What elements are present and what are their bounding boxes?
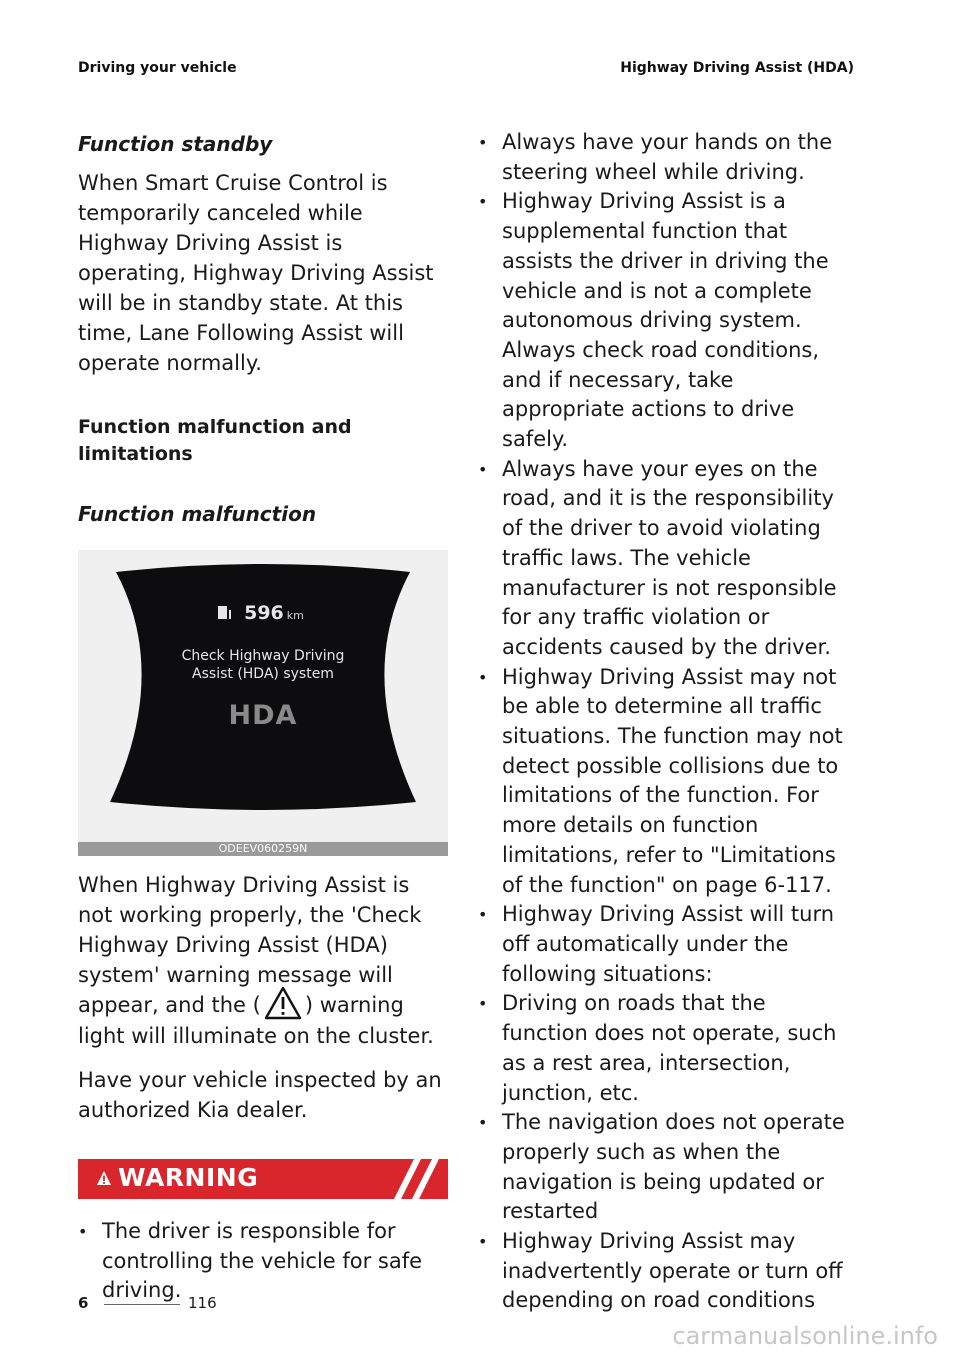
standby-paragraph: When Smart Cruise Control is temporarily canceled while Highway Driving Assist is operating, Highway Driving Assist will be in standby state. At this time, Lane Following Assist will operate normally. [78,171,434,375]
warning-label: WARNING [118,1163,259,1192]
chapter-number: 6 [78,1294,89,1312]
list-item: • Highway Driving Assist may inadvertently operate or turn off depending on road conditions [478,1227,850,1316]
running-header-section: Highway Driving Assist (HDA) [620,60,854,76]
malfunction-limitations-title: Function malfunction and limitations [78,416,352,465]
figure-caption: ODEEV060259N [78,842,448,856]
list-item: • Highway Driving Assist will turn off automatically under the following situations: [478,900,850,989]
running-header-chapter: Driving your vehicle [78,60,237,76]
cluster-message-line2: Assist (HDA) system [192,666,334,682]
list-item: • Always have your eyes on the road, and it is the responsibility of the driver to avoid violating traffic laws. The vehicle manufacturer is not responsible for any traffic violation or accidents caused by the driver. [478,455,850,663]
inspect-paragraph: Have your vehicle inspected by an authorized Kia dealer. [78,1068,442,1122]
footer-divider [104,1304,180,1305]
range-value: 596 [244,602,284,624]
range-unit: km [286,609,304,622]
list-item: • Highway Driving Assist is a supplemental function that assists the driver in driving the vehicle and is not a complete autonomous driving system. Always check road conditions, and if necessary, take appropriate actions to drive safely. [478,187,850,454]
list-item: • Always have your hands on the steering wheel while driving. [478,128,850,187]
range-readout [78,602,448,624]
standby-title: Function standby [78,132,273,156]
list-item: • Highway Driving Assist may not be able to determine all traffic situations. The function may not detect possible collisions due to limitations of the function. For more details on function limitations, refer to "Limitations of the function" on page 6-117. [478,663,850,901]
cluster-illustration [78,550,448,856]
warning-banner-icon [96,1170,112,1186]
warning-triangle-icon [263,985,303,1021]
malfunction-text-part1: When Highway Driving Assist is not working properly, the 'Check Highway Driving Assist (HDA) system' warning message will appear, and the ( [78,873,422,1017]
left-column [78,128,450,1306]
malfunction-text-part2: ) warning light will illuminate on the cluster. [78,993,434,1048]
list-item: • The navigation does not operate properly such as when the navigation is being updated or restarted [478,1108,850,1227]
warning-banner [78,1159,448,1199]
hda-indicator: HDA [228,700,298,731]
warning-bullets-right [478,128,850,1316]
list-item: • Driving on roads that the function does not operate, such as a rest area, intersection, junction, etc. [478,989,850,1108]
right-column [478,128,850,1316]
cluster-message-line1: Check Highway Driving [181,648,345,664]
watermark-text: carmanualsonline.info [672,1322,938,1350]
malfunction-title: Function malfunction [78,502,317,526]
warning-bullets-left [78,1217,450,1306]
malfunction-paragraph [78,870,450,1051]
warning-stripes-icon [388,1159,448,1199]
list-item: • The driver is responsible for controlling the vehicle for safe driving. [78,1217,450,1306]
page-number: 116 [188,1294,217,1312]
